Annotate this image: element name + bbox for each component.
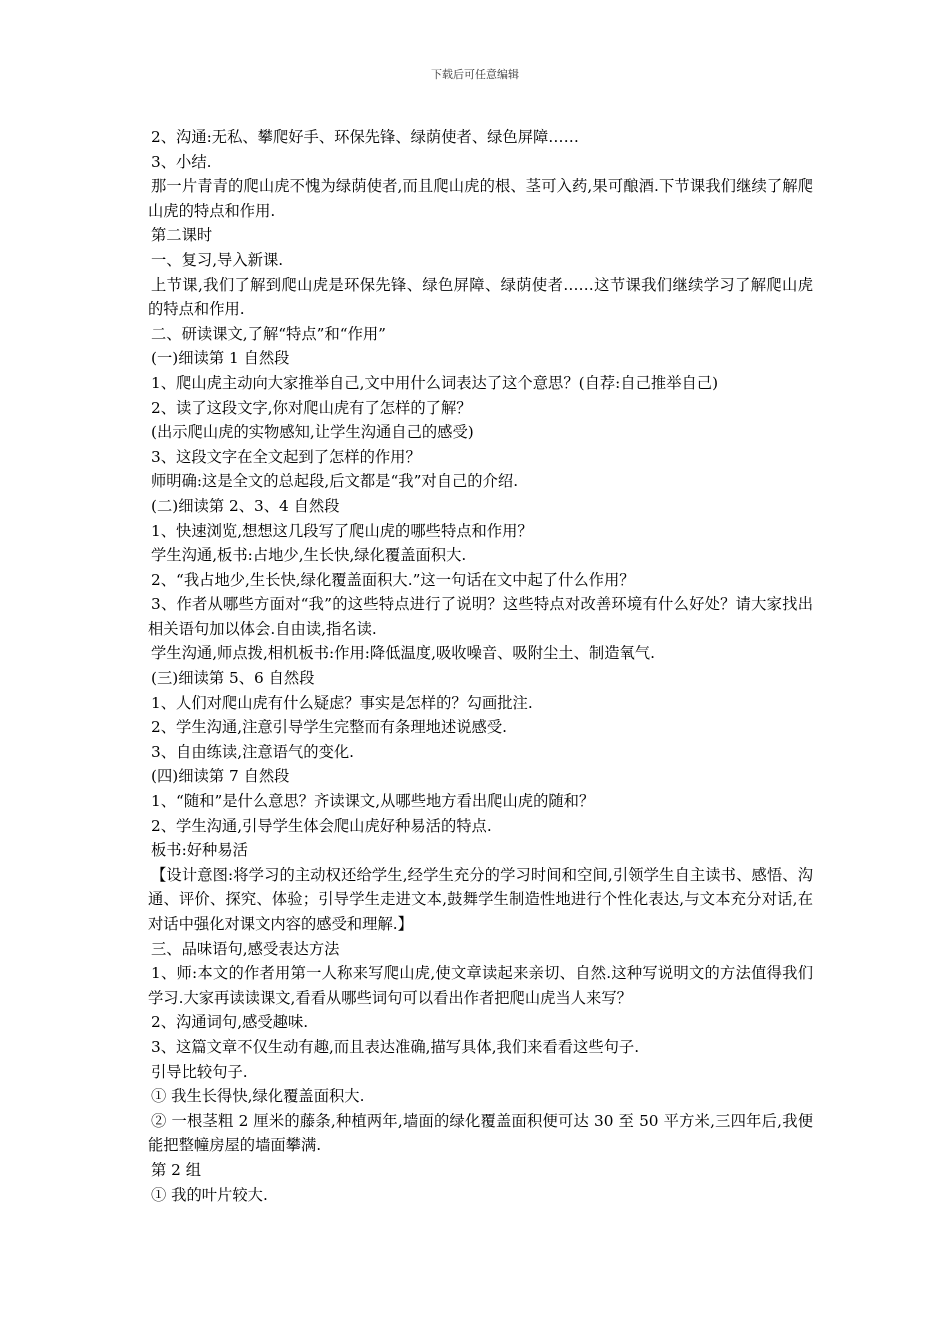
paragraph: 2、沟通:无私、攀爬好手、环保先锋、绿荫使者、绿色屏障…… xyxy=(151,128,579,146)
paragraph: 3、小结. xyxy=(151,152,212,171)
paragraph: 上节课,我们了解到爬山虎是环保先锋、绿色屏障、绿荫使者……这节课我们继续学习了解爬山虎的特点和作用. xyxy=(148,275,813,319)
paragraph: 3、这段文字在全文起到了怎样的作用？ xyxy=(151,447,421,466)
paragraph: 1、爬山虎主动向大家推举自己,文中用什么词表达了这个意思？(自荐:自己推举自己) xyxy=(151,373,719,392)
paragraph: 第 2 组 xyxy=(151,1160,202,1179)
paragraph: 1、“随和”是什么意思？齐读课文,从哪些地方看出爬山虎的随和？ xyxy=(151,792,595,811)
paragraph: 3、作者从哪些方面对“我”的这些特点进行了说明？这些特点对改善环境有什么好处？请大家找出相关语句加以体会.自由读,指名读. xyxy=(148,595,813,638)
subsection-heading: (一)细读第 1 自然段 xyxy=(151,349,290,368)
paragraph: (出示爬山虎的实物感知,让学生沟通自己的感受) xyxy=(151,423,474,442)
section-heading: 三、品味语句,感受表达方法 xyxy=(151,939,340,958)
paragraph: 师明确:这是全文的总起段,后文都是“我”对自己的介绍. xyxy=(151,472,519,491)
paragraph: 3、这篇文章不仅生动有趣,而且表达准确,描写具体,我们来看看这些句子. xyxy=(151,1037,640,1056)
document-body xyxy=(148,125,813,1207)
page-header: 下载后可任意编辑 xyxy=(431,68,519,81)
paragraph: 2、学生沟通,注意引导学生完整而有条理地述说感受. xyxy=(151,718,507,737)
list-item: ② 一根茎粗 2 厘米的藤条,种植两年,墙面的绿化覆盖面积便可达 30 至 50 平方米,三四年后,我便能把整幢房屋的墙面攀满. xyxy=(148,1111,813,1155)
design-intent-note: 【设计意图:将学习的主动权还给学生,经学生充分的学习时间和空间,引领学生自主读书、感悟、沟通、评价、探究、体验；引导学生走进文本,鼓舞学生制造性地进行个性化表达,与文本充分对话,在对话中强化对课文内容的感受和理解.】 xyxy=(148,865,813,933)
paragraph: 板书:好种易活 xyxy=(151,841,248,860)
subsection-heading: (三)细读第 5、6 自然段 xyxy=(151,669,315,688)
paragraph: 那一片青青的爬山虎不愧为绿荫使者,而且爬山虎的根、茎可入药,果可酿酒.下节课我们继续了解爬山虎的特点和作用. xyxy=(148,177,813,220)
paragraph: 学生沟通,师点拨,相机板书:作用:降低温度,吸收噪音、吸附尘土、制造氧气. xyxy=(151,644,655,663)
paragraph: 学生沟通,板书:占地少,生长快,绿化覆盖面积大. xyxy=(151,546,467,565)
paragraph: 2、读了这段文字,你对爬山虎有了怎样的了解？ xyxy=(151,398,472,417)
section-heading: 第二课时 xyxy=(151,226,213,245)
paragraph: 2、沟通词句,感受趣味. xyxy=(151,1013,309,1032)
paragraph: 2、“我占地少,生长快,绿化覆盖面积大.”这一句话在文中起了什么作用？ xyxy=(151,570,635,589)
paragraph: 3、自由练读,注意语气的变化. xyxy=(151,742,355,761)
list-item: ① 我的叶片较大. xyxy=(151,1185,268,1204)
paragraph: 2、学生沟通,引导学生体会爬山虎好种易活的特点. xyxy=(151,816,492,835)
subsection-heading: (四)细读第 7 自然段 xyxy=(151,767,290,786)
section-heading: 二、研读课文,了解“特点”和“作用” xyxy=(151,324,387,343)
list-item: ① 我生长得快,绿化覆盖面积大. xyxy=(151,1087,365,1106)
paragraph: 1、师:本文的作者用第一人称来写爬山虎,使文章读起来亲切、自然.这种写说明文的方法值得我们学习.大家再读读课文,看看从哪些词句可以看出作者把爬山虎当人来写？ xyxy=(148,964,813,1007)
section-heading: 一、复习,导入新课. xyxy=(151,250,284,269)
paragraph: 1、快速浏览,想想这几段写了爬山虎的哪些特点和作用？ xyxy=(151,521,533,540)
paragraph: 1、人们对爬山虎有什么疑虑？事实是怎样的？勾画批注. xyxy=(151,693,533,712)
paragraph: 引导比较句子. xyxy=(151,1062,248,1081)
subsection-heading: (二)细读第 2、3、4 自然段 xyxy=(151,496,340,515)
